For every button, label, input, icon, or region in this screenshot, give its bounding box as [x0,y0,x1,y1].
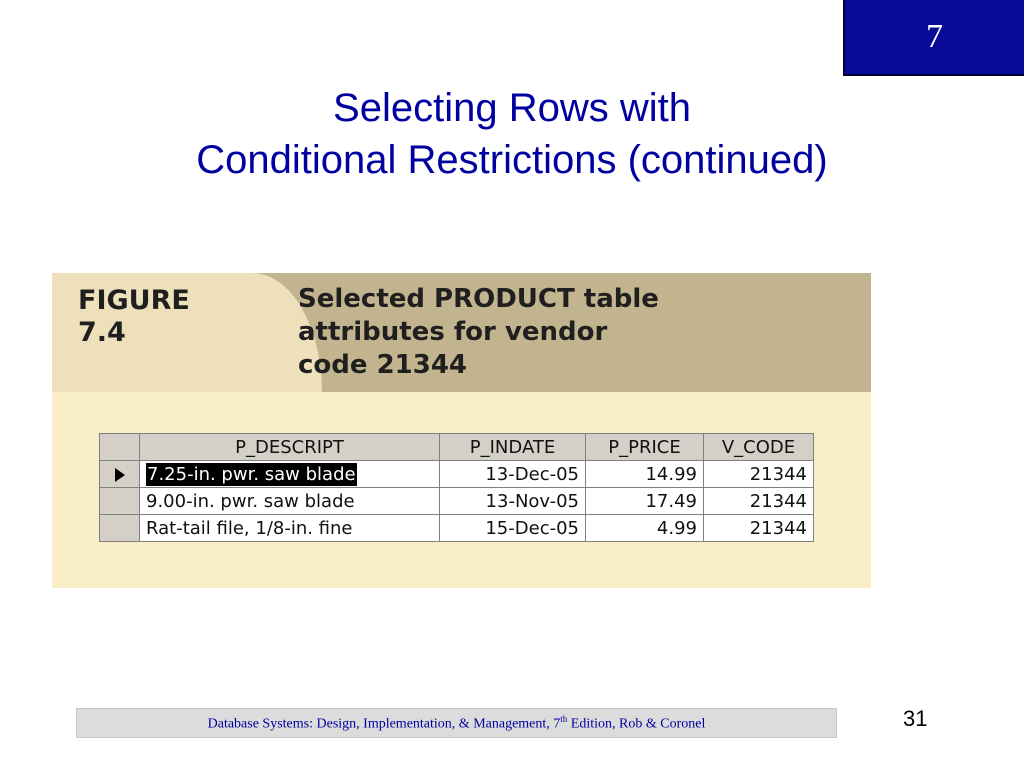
table-row[interactable] [100,515,814,542]
slide-title-line-2: Conditional Restrictions (continued) [196,138,828,182]
column-header-p-descript[interactable]: P_DESCRIPT [140,434,440,461]
figure-box [52,273,871,588]
current-row-pointer-icon [115,468,125,482]
table-row[interactable] [100,461,814,488]
figure-caption-line-1: Selected PRODUCT table [298,284,659,314]
figure-caption-line-2: attributes for vendor [298,317,608,347]
cell-p-indate[interactable]: 13-Nov-05 [440,488,586,515]
cell-p-indate[interactable]: 15-Dec-05 [440,515,586,542]
figure-number: 7.4 [78,317,126,348]
cell-v-code[interactable]: 21344 [704,488,814,515]
row-selector[interactable] [100,488,140,515]
row-selector[interactable] [100,461,140,488]
footer-text [208,714,706,733]
column-header-v-code[interactable]: V_CODE [704,434,814,461]
footer-text-end: Edition, Rob & Coronel [567,716,706,732]
figure-caption-line-3: code 21344 [298,350,468,380]
cell-p-descript[interactable]: Rat-tail file, 1/8-in. fine [140,515,440,542]
column-header-p-indate[interactable]: P_INDATE [440,434,586,461]
figure-label [78,285,190,349]
cell-p-descript[interactable] [140,461,440,488]
product-datasheet [99,433,814,542]
select-all-corner[interactable] [100,434,140,461]
footer-bar [76,708,837,738]
row-selector[interactable] [100,515,140,542]
figure-label-word: FIGURE [78,285,190,316]
slide-title [100,82,924,186]
footer-superscript: th [560,713,568,724]
cell-p-price[interactable]: 14.99 [586,461,704,488]
selected-cell-text: 7.25-in. pwr. saw blade [147,463,356,485]
cell-p-descript[interactable]: 9.00-in. pwr. saw blade [140,488,440,515]
cell-v-code[interactable]: 21344 [704,515,814,542]
table-row[interactable] [100,488,814,515]
chapter-badge: 7 [843,0,1024,76]
cell-p-price[interactable]: 17.49 [586,488,704,515]
figure-caption [298,283,659,382]
datasheet-header-row [100,434,814,461]
column-header-p-price[interactable]: P_PRICE [586,434,704,461]
cell-p-indate[interactable]: 13-Dec-05 [440,461,586,488]
cell-p-price[interactable]: 4.99 [586,515,704,542]
page-number: 31 [903,706,928,731]
slide-title-line-1: Selecting Rows with [333,86,691,130]
cell-v-code[interactable]: 21344 [704,461,814,488]
footer-text-start: Database Systems: Design, Implementation, & Management, 7 [207,716,561,732]
